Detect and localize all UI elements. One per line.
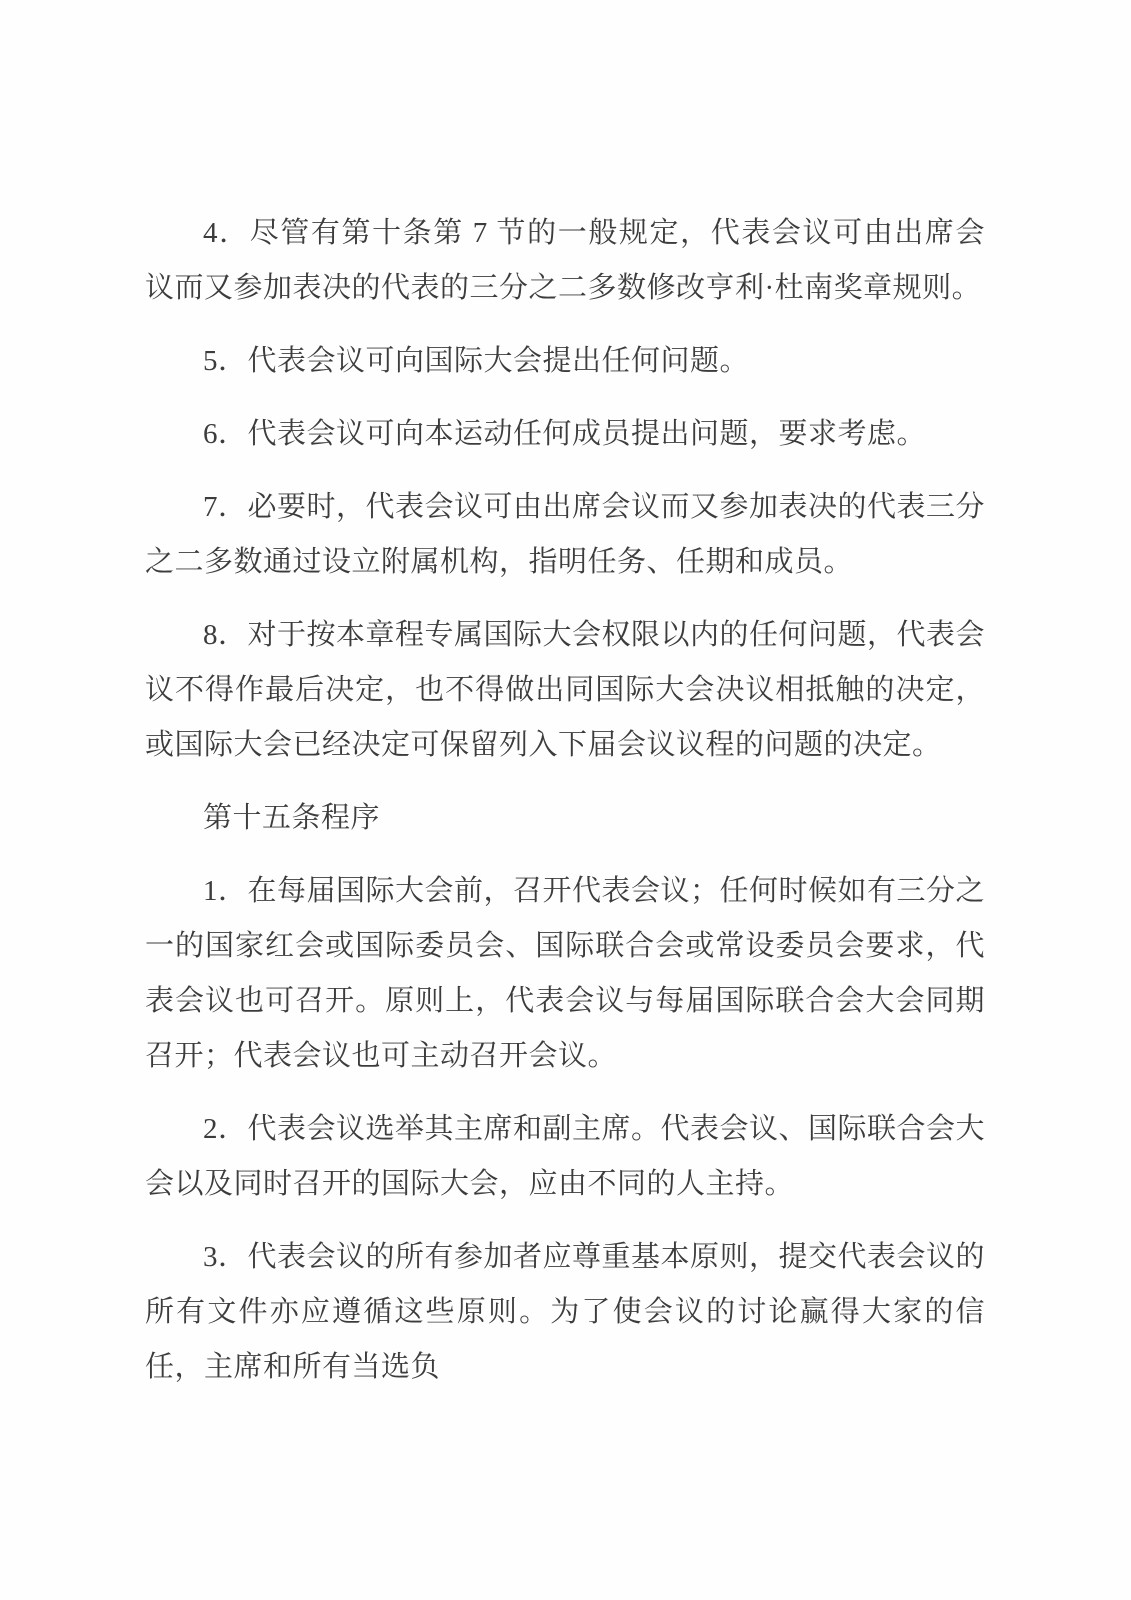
paragraph-3: 3．代表会议的所有参加者应尊重基本原则，提交代表会议的所有文件亦应遵循这些原则。为了使会议的讨论赢得大家的信任，主席和所有当选负	[145, 1241, 986, 1383]
paragraph-7: 7．必要时，代表会议可由出席会议而又参加表决的代表三分之二多数通过设立附属机构，指明任务、任期和成员。	[145, 491, 986, 578]
section-heading-article-15: 第十五条程序	[203, 802, 381, 834]
paragraph-5: 5．代表会议可向国际大会提出任何问题。	[203, 345, 750, 377]
paragraph-1: 1．在每届国际大会前，召开代表会议；任何时候如有三分之一的国家红会或国际委员会、国际联合会或常设委员会要求，代表会议也可召开。原则上，代表会议与每届国际联合会大会同期召开；代表会议也可主动召开会议。	[145, 875, 986, 1072]
paragraph-8: 8．对于按本章程专属国际大会权限以内的任何问题，代表会议不得作最后决定，也不得做出同国际大会决议相抵触的决定，或国际大会已经决定可保留列入下届会议议程的问题的决定。	[145, 619, 986, 761]
paragraph-4: 4．尽管有第十条第 7 节的一般规定，代表会议可由出席会议而又参加表决的代表的三分之二多数修改亨利·杜南奖章规则。	[145, 217, 985, 304]
paragraph-2: 2．代表会议选举其主席和副主席。代表会议、国际联合会大会以及同时召开的国际大会，应由不同的人主持。	[145, 1113, 986, 1200]
paragraph-6: 6．代表会议可向本运动任何成员提出问题，要求考虑。	[203, 418, 927, 450]
